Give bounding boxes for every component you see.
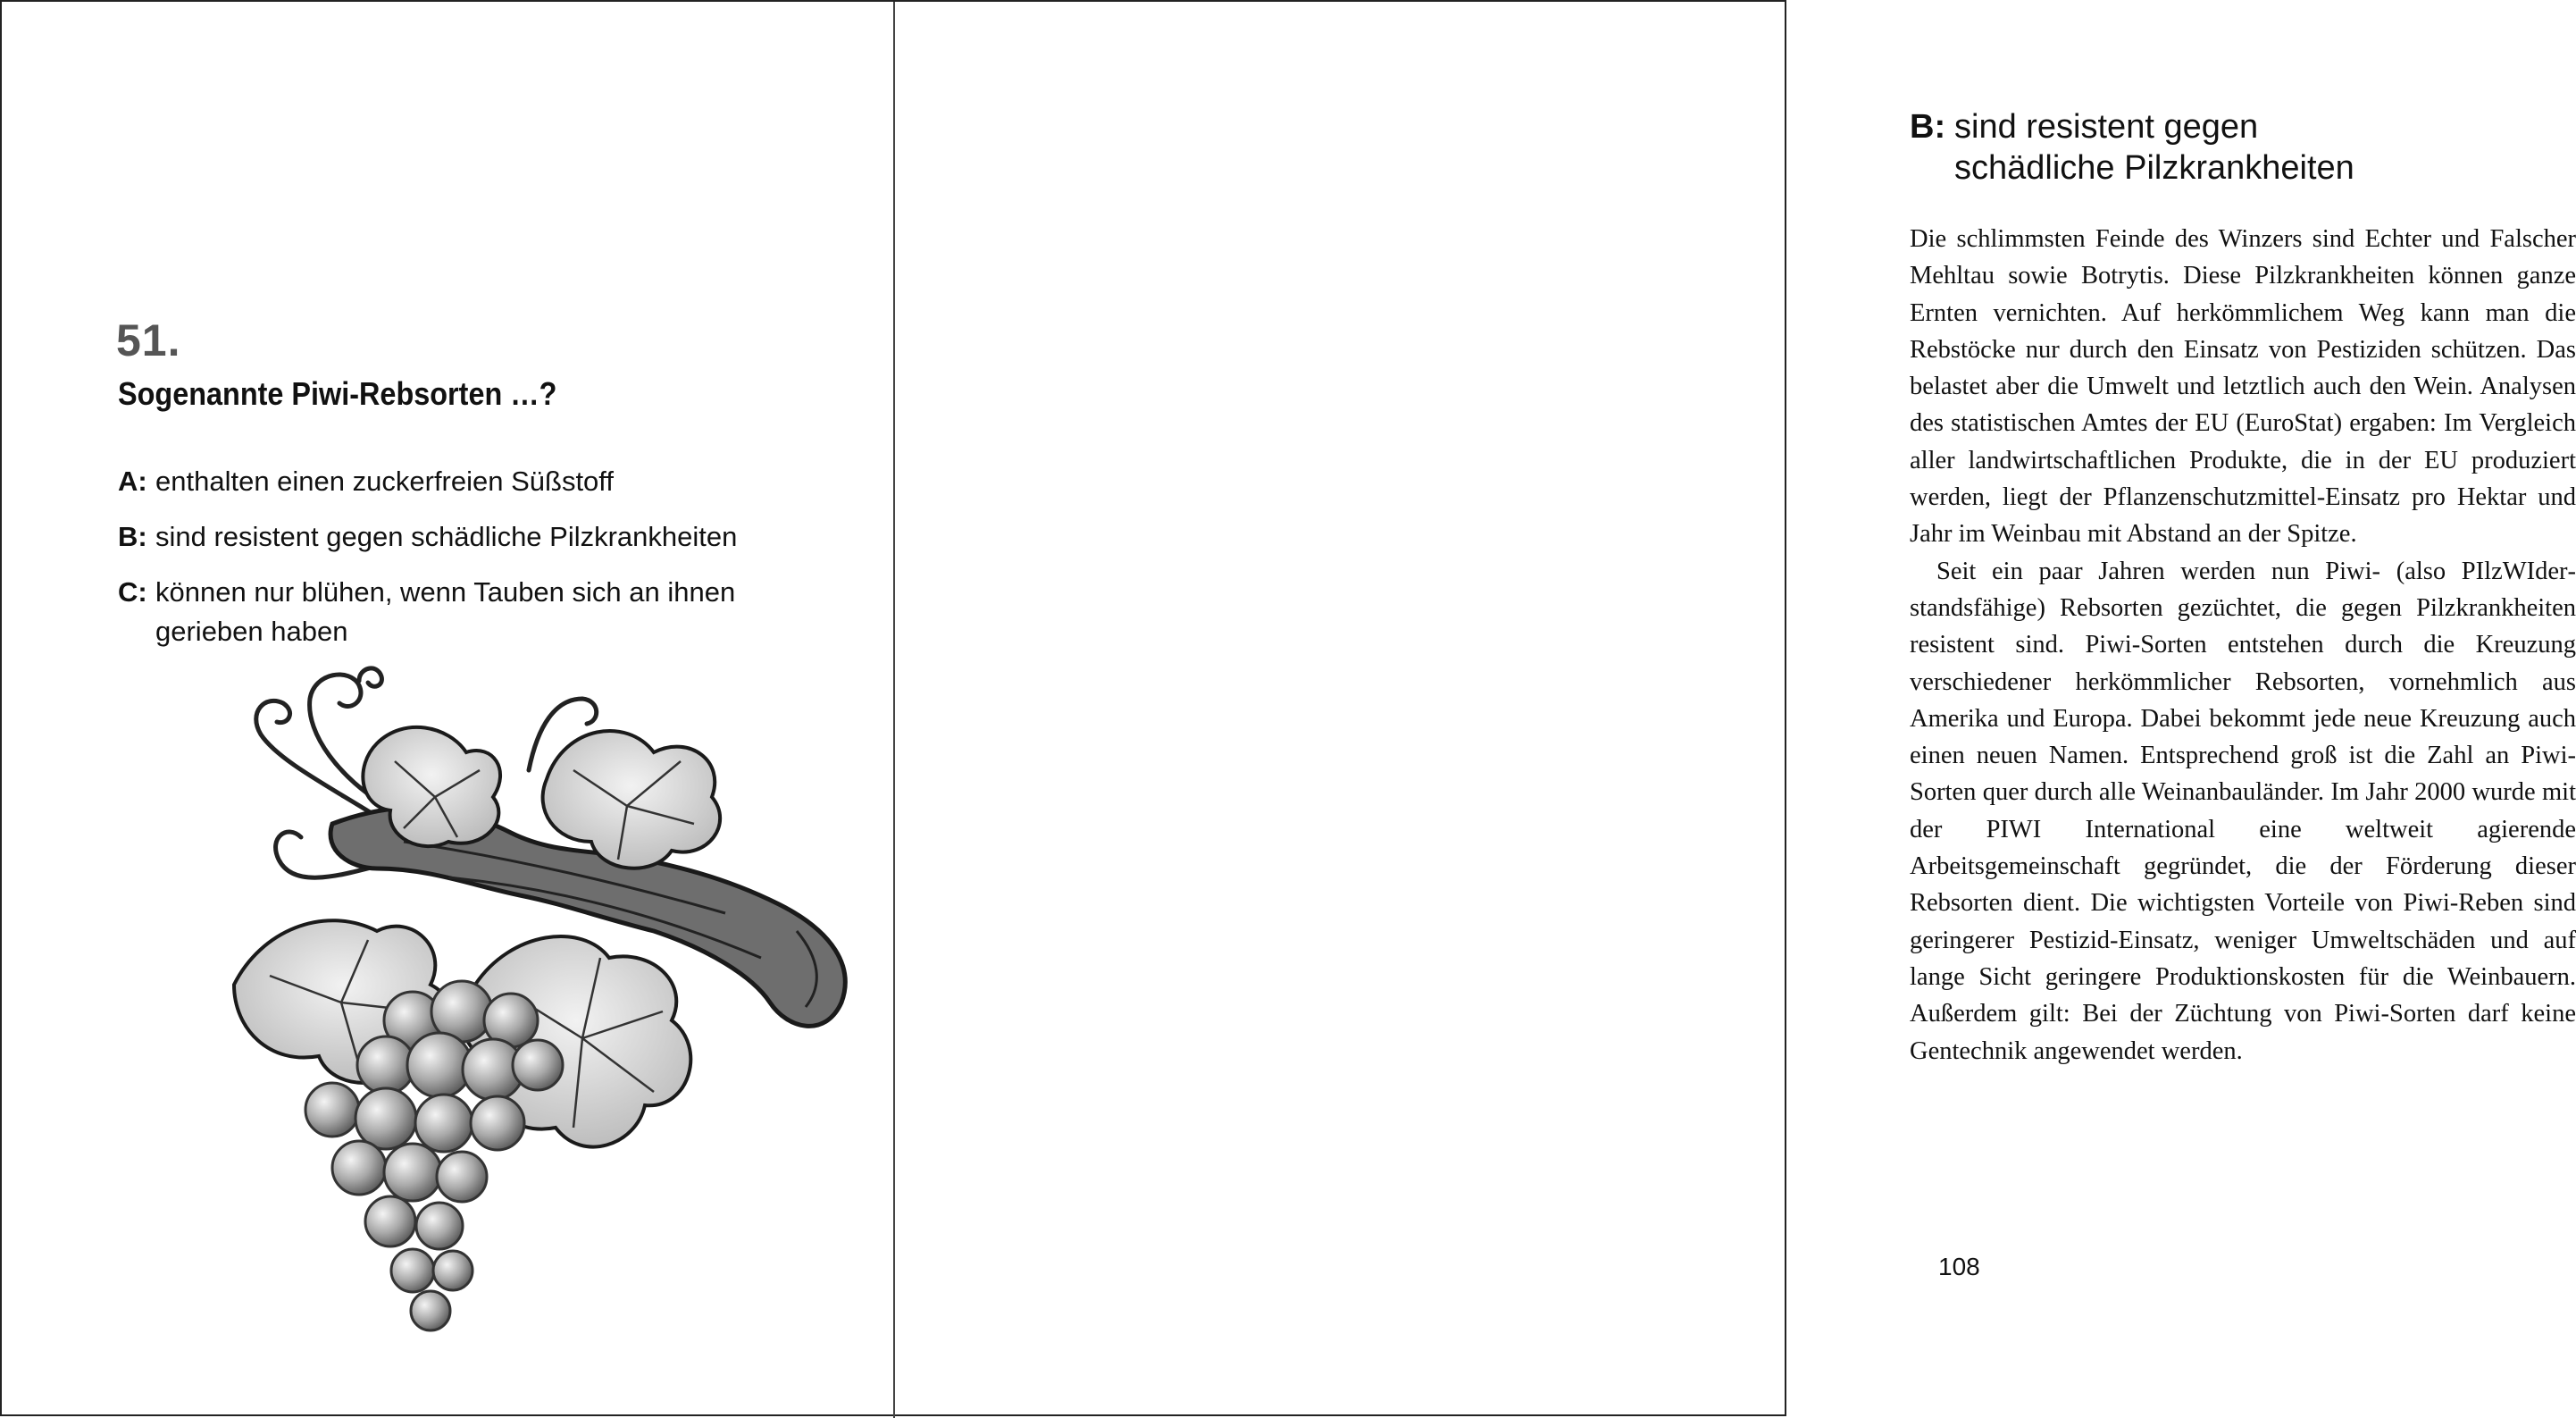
right-page (895, 2, 2576, 1418)
question-number: 51. (116, 315, 181, 365)
answer-text: enthalten einen zuckerfreien Süßstoff (155, 466, 614, 497)
explanation-text (1910, 221, 2576, 1070)
question-text: Sogenannte Piwi-Rebsorten …? (118, 375, 557, 412)
answer-option-a (118, 462, 815, 501)
answer-letter: B: (1910, 108, 1946, 146)
answer-option-b (118, 517, 815, 557)
answer-options (118, 462, 815, 667)
left-page (2, 2, 893, 1418)
answer-heading (1910, 106, 2419, 189)
paragraph: Die schlimmsten Feinde des Winzers sind Echter und Falscher Mehltau sowie Botrytis. Diese Pilzkrankheiten können ganze Ernten vernichten. Auf herkömmlichem Weg kann man die Rebstöcke nur durch den Einsatz von Pestiziden schützen. Das belastet aber die Umwelt und letztlich auch den Wein. Analysen des statistischen Amtes der EU (EuroStat) ergaben: Im Vergleich aller landwirtschaftlichen Produkte, die in der EU produziert werden, liegt der Pflanzenschutzmittel-Einsatz pro Hektar und Jahr im Weinbau mit Abstand an der Spitze. (1910, 225, 2576, 549)
answer-text: sind resistent gegen schädliche Pilzkrankheiten (155, 521, 738, 552)
grapevine-illustration (225, 663, 868, 1351)
answer-letter: B: (118, 521, 147, 552)
answer-letter: C: (118, 576, 147, 608)
paragraph: Seit ein paar Jahren werden nun Piwi- (also PIlzWIderstandsfähige) Rebsorten gezüchtet, die gegen Pilzkrankheiten resistent sind. Piwi-Sorten entstehen durch die Kreuzung verschiedener herkömmlicher Rebsorten, vornehmlich aus Amerika und Europa. Dabei bekommt jede neue Kreuzung auch einen neuen Namen. Entsprechend groß ist die Zahl an Piwi-Sorten quer durch alle Weinanbauländer. Im Jahr 2000 wurde mit der PIWI International eine weltweit agierende Arbeitsgemeinschaft gegründet, die der Förderung dieser Rebsorten dient. Die wichtigsten Vorteile von Piwi-Reben sind geringerer Pestizid-Einsatz, weniger Umweltschäden und auf lange Sicht geringere Produktionskosten für die Weinbauern. Außerdem gilt: Bei der Züchtung von Piwi-Sorten darf keine Gentechnik angewendet werden. (1910, 557, 2576, 1065)
answer-text: können nur blühen, wenn Tauben sich an ihnen gerieben haben (155, 576, 736, 647)
answer-heading-text: sind resistent gegen schädliche Pilzkrankheiten (1954, 108, 2354, 187)
answer-letter: A: (118, 466, 147, 497)
page-number: 108 (1938, 1253, 1980, 1280)
answer-option-c (118, 573, 815, 651)
